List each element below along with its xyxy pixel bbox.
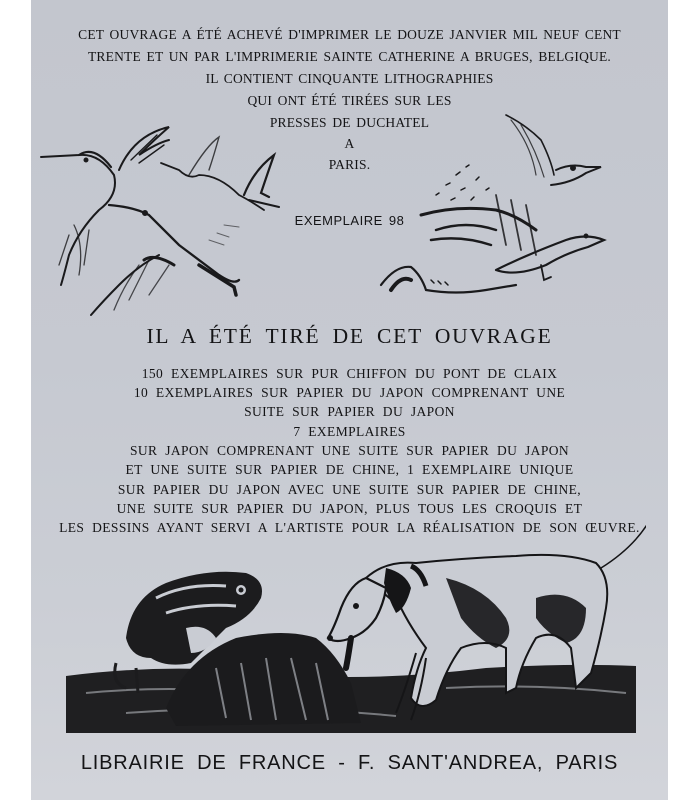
colophon-line-4: QUI ONT ÉTÉ TIRÉES SUR LES: [247, 93, 452, 108]
dog-and-toad-illustration: [66, 488, 646, 738]
colophon-line-5: PRESSES DE DUCHATEL: [269, 115, 430, 130]
dog-and-toad-drawing: [66, 488, 646, 738]
colophon-line-1: CET OUVRAGE A ÉTÉ ACHEVÉ D'IMPRIMER LE DOUZE JANVIER MIL NEUF CENT: [78, 27, 621, 42]
colophon-line-7: PARIS.: [328, 157, 371, 172]
birds-left-drawing: [39, 115, 289, 320]
limitation-line-6: ET UNE SUITE SUR PAPIER DE CHINE, 1 EXEMPLAIRE UNIQUE: [125, 462, 574, 477]
colophon-line-2: TRENTE ET UN PAR L'IMPRIMERIE SAINTE CATHERINE A BRUGES, BELGIQUE.: [87, 49, 611, 64]
birds-right-illustration: [376, 105, 616, 305]
colophon-line-3: IL CONTIENT CINQUANTE LITHOGRAPHIES: [205, 71, 494, 86]
publisher-imprint: LIBRAIRIE DE FRANCE - F. SANT'ANDREA, PARIS: [80, 752, 619, 774]
birds-left-illustration: [39, 115, 289, 320]
colophon-line-6: A: [344, 136, 355, 151]
birds-right-drawing: [376, 105, 616, 305]
limitation-line-2: 10 EXEMPLAIRES SUR PAPIER DU JAPON COMPRENANT UNE: [133, 385, 566, 400]
limitation-line-1: 150 EXEMPLAIRES SUR PUR CHIFFON DU PONT DE CLAIX: [141, 366, 558, 381]
colophon-page: [31, 0, 668, 800]
limitation-line-9: LES DESSINS AYANT SERVI A L'ARTISTE POUR LA RÉALISATION DE SON ŒUVRE.: [59, 520, 640, 535]
limitation-line-5: SUR JAPON COMPRENANT UNE SUITE SUR PAPIER DU JAPON: [129, 443, 570, 458]
limitation-line-4: 7 EXEMPLAIRES: [293, 424, 406, 439]
limitation-line-3: SUITE SUR PAPIER DU JAPON: [244, 404, 455, 419]
limitation-line-8: UNE SUITE SUR PAPIER DU JAPON, PLUS TOUS LES CROQUIS ET: [116, 501, 583, 516]
limitation-heading: IL A ÉTÉ TIRÉ DE CET OUVRAGE: [146, 324, 553, 348]
copy-number: EXEMPLAIRE 98: [294, 213, 405, 228]
limitation-line-7: SUR PAPIER DU JAPON AVEC UNE SUITE SUR PAPIER DE CHINE,: [117, 482, 582, 497]
